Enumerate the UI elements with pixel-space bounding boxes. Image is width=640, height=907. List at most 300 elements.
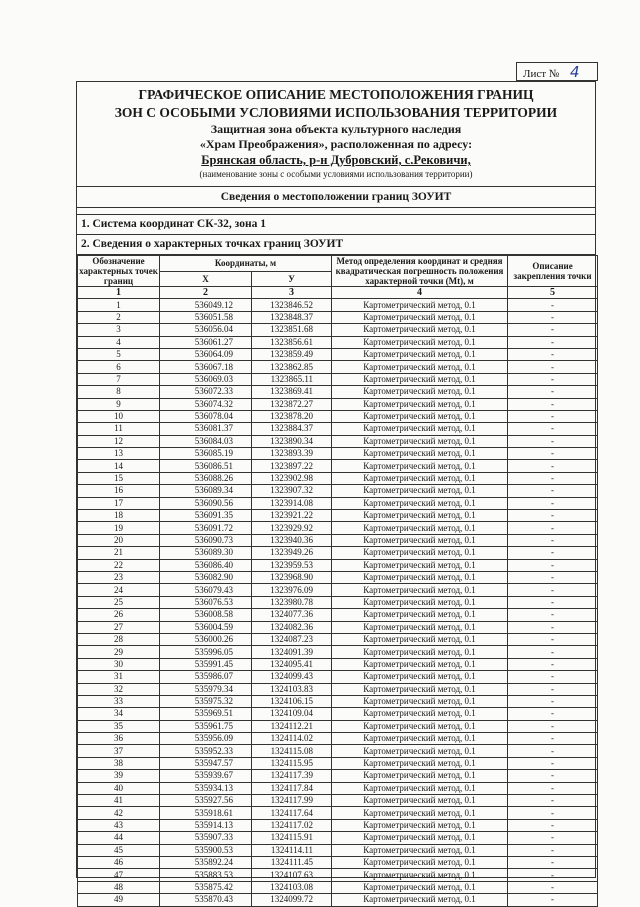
point-id: 9	[78, 398, 160, 410]
fixing-description: -	[508, 745, 598, 757]
address: Брянская область, р-н Дубровский, с.Рековичи,	[201, 153, 471, 167]
points-title: 2. Сведения о характерных точках границ ЗОУИТ	[77, 235, 595, 255]
fixing-description: -	[508, 386, 598, 398]
point-id: 48	[78, 881, 160, 893]
coord-y: 1324095.41	[252, 658, 332, 670]
coord-x: 535939.67	[160, 770, 252, 782]
coord-x: 536072.33	[160, 386, 252, 398]
fixing-description: -	[508, 398, 598, 410]
fixing-description: -	[508, 571, 598, 583]
header-x: X	[160, 271, 252, 287]
title-line-2: ЗОН С ОСОБЫМИ УСЛОВИЯМИ ИСПОЛЬЗОВАНИЯ ТЕРРИТОРИИ	[114, 105, 558, 120]
coord-x: 536067.18	[160, 361, 252, 373]
table-row	[78, 348, 598, 360]
coord-y: 1324077.36	[252, 609, 332, 621]
coord-y: 1323869.41	[252, 386, 332, 398]
fixing-description: -	[508, 348, 598, 360]
coord-x: 535875.42	[160, 881, 252, 893]
fixing-description: -	[508, 633, 598, 645]
point-id: 1	[78, 299, 160, 311]
point-id: 40	[78, 782, 160, 794]
coord-x: 536056.04	[160, 324, 252, 336]
table-row	[78, 547, 598, 559]
fixing-description: -	[508, 361, 598, 373]
method: Картометрический метод, 0.1	[332, 584, 508, 596]
title-line-1: ГРАФИЧЕСКОЕ ОПИСАНИЕ МЕСТОПОЛОЖЕНИЯ ГРАНИЦ	[138, 87, 534, 102]
coord-y: 1324109.04	[252, 708, 332, 720]
fixing-description: -	[508, 522, 598, 534]
coord-x: 536064.09	[160, 348, 252, 360]
method: Картометрический метод, 0.1	[332, 609, 508, 621]
method: Картометрический метод, 0.1	[332, 733, 508, 745]
point-id: 12	[78, 435, 160, 447]
coord-x: 535934.13	[160, 782, 252, 794]
fixing-description: -	[508, 559, 598, 571]
coord-y: 1324106.15	[252, 695, 332, 707]
coord-y: 1323856.61	[252, 336, 332, 348]
coord-y: 1323921.22	[252, 510, 332, 522]
coord-y: 1323949.26	[252, 547, 332, 559]
coord-y: 1324115.95	[252, 757, 332, 769]
fixing-description: -	[508, 894, 598, 906]
method: Картометрический метод, 0.1	[332, 460, 508, 472]
point-id: 21	[78, 547, 160, 559]
fixing-description: -	[508, 472, 598, 484]
fixing-description: -	[508, 757, 598, 769]
coord-x: 535892.24	[160, 856, 252, 868]
method: Картометрический метод, 0.1	[332, 398, 508, 410]
coord-y: 1323897.22	[252, 460, 332, 472]
sheet-number-box	[516, 62, 598, 81]
table-row	[78, 720, 598, 732]
point-id: 34	[78, 708, 160, 720]
point-id: 28	[78, 633, 160, 645]
coord-y: 1324117.02	[252, 819, 332, 831]
point-id: 33	[78, 695, 160, 707]
fixing-description: -	[508, 423, 598, 435]
coord-x: 535956.09	[160, 733, 252, 745]
method: Картометрический метод, 0.1	[332, 373, 508, 385]
method: Картометрический метод, 0.1	[332, 745, 508, 757]
coord-y: 1323959.53	[252, 559, 332, 571]
coord-x: 536090.73	[160, 534, 252, 546]
method: Картометрический метод, 0.1	[332, 633, 508, 645]
method: Картометрический метод, 0.1	[332, 423, 508, 435]
point-id: 13	[78, 448, 160, 460]
table-row	[78, 819, 598, 831]
method: Картометрический метод, 0.1	[332, 683, 508, 695]
table-row	[78, 770, 598, 782]
table-row	[78, 435, 598, 447]
table-row	[78, 596, 598, 608]
point-id: 11	[78, 423, 160, 435]
document-frame	[76, 81, 596, 905]
point-id: 20	[78, 534, 160, 546]
point-id: 6	[78, 361, 160, 373]
point-id: 39	[78, 770, 160, 782]
method: Картометрический метод, 0.1	[332, 534, 508, 546]
fixing-description: -	[508, 621, 598, 633]
table-row	[78, 299, 598, 311]
method: Картометрический метод, 0.1	[332, 336, 508, 348]
coord-y: 1324091.39	[252, 646, 332, 658]
table-row	[78, 894, 598, 906]
point-id: 45	[78, 844, 160, 856]
coord-x: 536086.40	[160, 559, 252, 571]
table-row	[78, 485, 598, 497]
fixing-description: -	[508, 311, 598, 323]
table-row	[78, 609, 598, 621]
table-row	[78, 336, 598, 348]
method: Картометрический метод, 0.1	[332, 819, 508, 831]
table-row	[78, 497, 598, 509]
point-id: 17	[78, 497, 160, 509]
method: Картометрический метод, 0.1	[332, 522, 508, 534]
table-row	[78, 881, 598, 893]
point-id: 47	[78, 869, 160, 881]
method: Картометрический метод, 0.1	[332, 410, 508, 422]
fixing-description: -	[508, 547, 598, 559]
point-id: 31	[78, 671, 160, 683]
coord-x: 536079.43	[160, 584, 252, 596]
method: Картометрический метод, 0.1	[332, 361, 508, 373]
table-row	[78, 522, 598, 534]
fixing-description: -	[508, 460, 598, 472]
table-row	[78, 621, 598, 633]
coord-x: 535996.05	[160, 646, 252, 658]
coord-y: 1324099.43	[252, 671, 332, 683]
table-row	[78, 646, 598, 658]
column-number-1: 1	[78, 287, 160, 299]
coord-y: 1324103.08	[252, 881, 332, 893]
point-id: 35	[78, 720, 160, 732]
method: Картометрический метод, 0.1	[332, 348, 508, 360]
points-table	[77, 255, 598, 907]
column-number-4: 4	[332, 287, 508, 299]
table-row	[78, 448, 598, 460]
table-row	[78, 683, 598, 695]
point-id: 3	[78, 324, 160, 336]
coord-y: 1324087.23	[252, 633, 332, 645]
fixing-description: -	[508, 324, 598, 336]
table-row	[78, 584, 598, 596]
coord-x: 536069.03	[160, 373, 252, 385]
coord-y: 1323907.32	[252, 485, 332, 497]
point-id: 14	[78, 460, 160, 472]
method: Картометрический метод, 0.1	[332, 510, 508, 522]
coord-x: 536089.30	[160, 547, 252, 559]
coord-y: 1323893.39	[252, 448, 332, 460]
header-point: Обозначение характерных точек границ	[79, 256, 158, 286]
points-table-body	[78, 299, 598, 906]
point-id: 49	[78, 894, 160, 906]
point-id: 27	[78, 621, 160, 633]
point-id: 44	[78, 832, 160, 844]
coord-x: 536061.27	[160, 336, 252, 348]
coord-x: 536085.19	[160, 448, 252, 460]
coord-x: 535927.56	[160, 795, 252, 807]
fixing-description: -	[508, 485, 598, 497]
coord-y: 1324117.64	[252, 807, 332, 819]
method: Картометрический метод, 0.1	[332, 571, 508, 583]
fixing-description: -	[508, 299, 598, 311]
table-row	[78, 472, 598, 484]
table-row	[78, 311, 598, 323]
coord-x: 536091.72	[160, 522, 252, 534]
sheet-label: Лист №	[523, 68, 560, 80]
table-row	[78, 844, 598, 856]
method: Картометрический метод, 0.1	[332, 807, 508, 819]
section-title: Сведения о местоположении границ ЗОУИТ	[77, 186, 595, 208]
point-id: 37	[78, 745, 160, 757]
table-row	[78, 398, 598, 410]
point-id: 26	[78, 609, 160, 621]
coord-y: 1323846.52	[252, 299, 332, 311]
point-id: 15	[78, 472, 160, 484]
point-id: 19	[78, 522, 160, 534]
point-id: 36	[78, 733, 160, 745]
fixing-description: -	[508, 770, 598, 782]
coord-x: 536078.04	[160, 410, 252, 422]
method: Картометрический метод, 0.1	[332, 621, 508, 633]
fixing-description: -	[508, 795, 598, 807]
coord-x: 535918.61	[160, 807, 252, 819]
method: Картометрический метод, 0.1	[332, 894, 508, 906]
fixing-description: -	[508, 733, 598, 745]
table-row	[78, 633, 598, 645]
header-coords: Координаты, м	[160, 256, 332, 272]
method: Картометрический метод, 0.1	[332, 497, 508, 509]
point-id: 10	[78, 410, 160, 422]
table-row	[78, 361, 598, 373]
coord-y: 1323914.08	[252, 497, 332, 509]
table-row	[78, 671, 598, 683]
table-row	[78, 695, 598, 707]
fixing-description: -	[508, 720, 598, 732]
fixing-description: -	[508, 584, 598, 596]
coord-y: 1323968.90	[252, 571, 332, 583]
method: Картометрический метод, 0.1	[332, 695, 508, 707]
table-row	[78, 869, 598, 881]
table-row	[78, 386, 598, 398]
fixing-description: -	[508, 336, 598, 348]
table-row	[78, 658, 598, 670]
coord-y: 1323851.68	[252, 324, 332, 336]
coord-y: 1324111.45	[252, 856, 332, 868]
method: Картометрический метод, 0.1	[332, 671, 508, 683]
fixing-description: -	[508, 819, 598, 831]
coord-y: 1324115.08	[252, 745, 332, 757]
fixing-description: -	[508, 856, 598, 868]
method: Картометрический метод, 0.1	[332, 311, 508, 323]
fixing-description: -	[508, 782, 598, 794]
table-row	[78, 795, 598, 807]
coord-y: 1324117.84	[252, 782, 332, 794]
coord-x: 536084.03	[160, 435, 252, 447]
coord-x: 535975.32	[160, 695, 252, 707]
coord-y: 1324082.36	[252, 621, 332, 633]
coord-y: 1324103.83	[252, 683, 332, 695]
coord-y: 1323865.11	[252, 373, 332, 385]
fixing-description: -	[508, 435, 598, 447]
method: Картометрический метод, 0.1	[332, 757, 508, 769]
point-id: 22	[78, 559, 160, 571]
coord-y: 1324117.39	[252, 770, 332, 782]
coord-x: 536049.12	[160, 299, 252, 311]
coord-x: 536086.51	[160, 460, 252, 472]
coord-y: 1324114.02	[252, 733, 332, 745]
coord-x: 535961.75	[160, 720, 252, 732]
point-id: 7	[78, 373, 160, 385]
fixing-description: -	[508, 497, 598, 509]
table-row	[78, 733, 598, 745]
table-row	[78, 460, 598, 472]
table-row	[78, 373, 598, 385]
point-id: 8	[78, 386, 160, 398]
coord-y: 1323976.09	[252, 584, 332, 596]
fixing-description: -	[508, 844, 598, 856]
coord-y: 1324099.72	[252, 894, 332, 906]
point-id: 42	[78, 807, 160, 819]
header-description: Описание закрепления точки	[508, 256, 598, 287]
point-id: 18	[78, 510, 160, 522]
coord-y: 1324112.21	[252, 720, 332, 732]
coord-x: 535947.57	[160, 757, 252, 769]
coord-y: 1324114.11	[252, 844, 332, 856]
coord-x: 535969.51	[160, 708, 252, 720]
point-id: 46	[78, 856, 160, 868]
coord-y: 1323902.98	[252, 472, 332, 484]
coord-x: 536081.37	[160, 423, 252, 435]
point-id: 16	[78, 485, 160, 497]
method: Картометрический метод, 0.1	[332, 324, 508, 336]
header-y: У	[252, 271, 332, 287]
coord-y: 1323890.34	[252, 435, 332, 447]
subtitle-line-2: «Храм Преображения», расположенная по адресу:	[199, 137, 473, 151]
method: Картометрический метод, 0.1	[332, 448, 508, 460]
fixing-description: -	[508, 373, 598, 385]
point-id: 2	[78, 311, 160, 323]
fixing-description: -	[508, 596, 598, 608]
coord-y: 1323929.92	[252, 522, 332, 534]
table-row	[78, 559, 598, 571]
fixing-description: -	[508, 448, 598, 460]
coord-y: 1323872.27	[252, 398, 332, 410]
coord-x: 535952.33	[160, 745, 252, 757]
fixing-description: -	[508, 683, 598, 695]
coord-y: 1324117.99	[252, 795, 332, 807]
table-row	[78, 708, 598, 720]
method: Картометрический метод, 0.1	[332, 770, 508, 782]
point-id: 4	[78, 336, 160, 348]
coord-x: 535991.45	[160, 658, 252, 670]
method: Картометрический метод, 0.1	[332, 720, 508, 732]
coord-y: 1323862.85	[252, 361, 332, 373]
point-id: 38	[78, 757, 160, 769]
coord-y: 1323848.37	[252, 311, 332, 323]
table-row	[78, 757, 598, 769]
method: Картометрический метод, 0.1	[332, 472, 508, 484]
coord-y: 1324115.91	[252, 832, 332, 844]
coord-y: 1324107.63	[252, 869, 332, 881]
coord-x: 536076.53	[160, 596, 252, 608]
coord-x: 535883.53	[160, 869, 252, 881]
fixing-description: -	[508, 695, 598, 707]
method: Картометрический метод, 0.1	[332, 547, 508, 559]
fixing-description: -	[508, 646, 598, 658]
coord-x: 535870.43	[160, 894, 252, 906]
point-id: 23	[78, 571, 160, 583]
method: Картометрический метод, 0.1	[332, 708, 508, 720]
table-row	[78, 534, 598, 546]
table-row	[78, 510, 598, 522]
method: Картометрический метод, 0.1	[332, 386, 508, 398]
fixing-description: -	[508, 832, 598, 844]
method: Картометрический метод, 0.1	[332, 881, 508, 893]
fixing-description: -	[508, 881, 598, 893]
table-row	[78, 745, 598, 757]
method: Картометрический метод, 0.1	[332, 869, 508, 881]
coord-x: 535986.07	[160, 671, 252, 683]
method: Картометрический метод, 0.1	[332, 856, 508, 868]
column-number-2: 2	[160, 287, 252, 299]
table-row	[78, 410, 598, 422]
point-id: 32	[78, 683, 160, 695]
fixing-description: -	[508, 807, 598, 819]
method: Картометрический метод, 0.1	[332, 832, 508, 844]
point-id: 41	[78, 795, 160, 807]
coord-x: 536090.56	[160, 497, 252, 509]
method: Картометрический метод, 0.1	[332, 782, 508, 794]
method: Картометрический метод, 0.1	[332, 646, 508, 658]
fixing-description: -	[508, 534, 598, 546]
method: Картометрический метод, 0.1	[332, 559, 508, 571]
coord-x: 536091.35	[160, 510, 252, 522]
coord-system: 1. Система координат СК-32, зона 1	[77, 214, 595, 235]
fixing-description: -	[508, 410, 598, 422]
table-row	[78, 782, 598, 794]
method: Картометрический метод, 0.1	[332, 795, 508, 807]
coord-y: 1323884.37	[252, 423, 332, 435]
coord-x: 536082.90	[160, 571, 252, 583]
coord-y: 1323980.78	[252, 596, 332, 608]
method: Картометрический метод, 0.1	[332, 299, 508, 311]
fixing-description: -	[508, 510, 598, 522]
coord-x: 536000.26	[160, 633, 252, 645]
point-id: 25	[78, 596, 160, 608]
coord-x: 535900.53	[160, 844, 252, 856]
coord-x: 535914.13	[160, 819, 252, 831]
method: Картометрический метод, 0.1	[332, 658, 508, 670]
sheet-number: 4	[570, 63, 580, 81]
table-row	[78, 807, 598, 819]
subtitle-line-1: Защитная зона объекта культурного наследия	[210, 122, 462, 136]
coord-x: 536074.32	[160, 398, 252, 410]
column-number-5: 5	[508, 287, 598, 299]
point-id: 5	[78, 348, 160, 360]
fixing-description: -	[508, 609, 598, 621]
table-row	[78, 571, 598, 583]
method: Картометрический метод, 0.1	[332, 435, 508, 447]
fixing-description: -	[508, 708, 598, 720]
fixing-description: -	[508, 658, 598, 670]
table-row	[78, 856, 598, 868]
table-row	[78, 423, 598, 435]
column-number-3: 3	[252, 287, 332, 299]
coord-x: 536051.58	[160, 311, 252, 323]
coord-x: 536008.58	[160, 609, 252, 621]
coord-x: 536089.34	[160, 485, 252, 497]
